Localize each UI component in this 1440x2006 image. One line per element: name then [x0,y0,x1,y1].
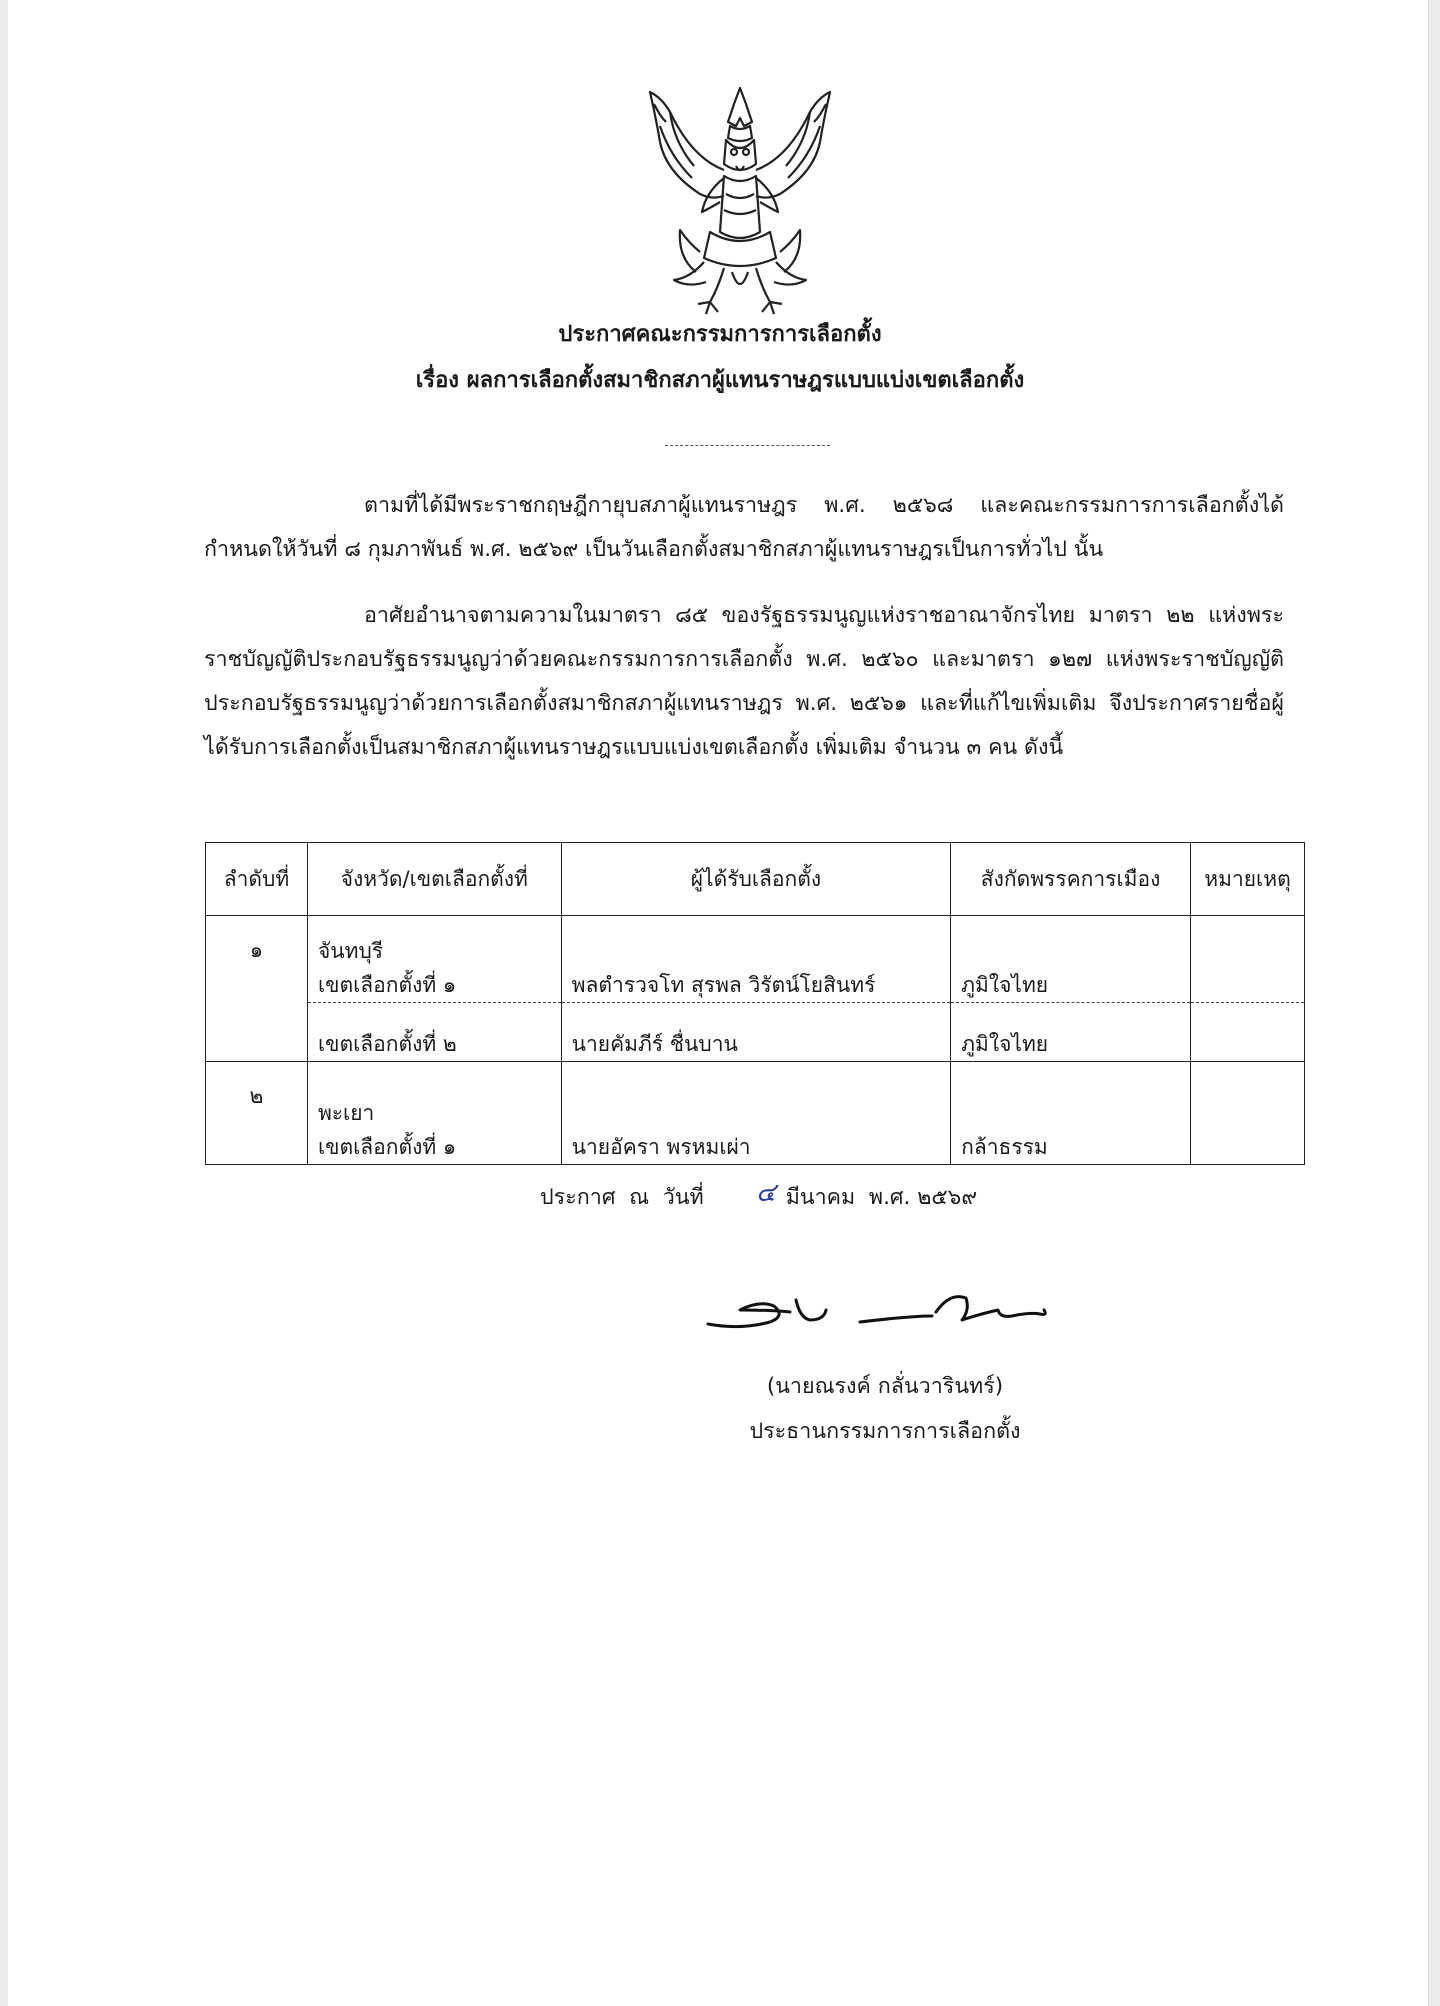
announcement-month-year: มีนาคม พ.ศ. ๒๕๖๙ [785,1185,978,1210]
table-header-row [206,843,1305,916]
header-note: หมายเหตุ [1190,843,1304,916]
table-row [206,916,1305,1003]
note-cell [1190,1062,1304,1165]
row-number: ๒ [206,1062,308,1165]
title-divider [665,445,830,446]
district-cell [307,1062,561,1165]
header-district: จังหวัด/เขตเลือกตั้งที่ [307,843,561,916]
note-cell [1190,916,1304,1003]
district-cell [307,916,561,1003]
party-name: ภูมิใจไทย [951,1003,1191,1062]
table-row [206,1062,1305,1165]
signature-icon [700,1270,1090,1350]
note-cell [1190,1003,1304,1062]
garuda-emblem-icon [640,82,840,322]
handwritten-day: ๔ [756,1178,776,1208]
paragraph-1: ตามที่ได้มีพระราชกฤษฎีกายุบสภาผู้แทนราษฎร พ.ศ. ๒๕๖๘ และคณะกรรมการการเลือกตั้งได้กำหนดให้วันที่ ๘ กุมภาพันธ์ พ.ศ. ๒๕๖๙ เป็นวันเลือกตั้งสมาชิกสภาผู้แทนราษฎรเป็นการทั่วไป นั้น [204,493,1284,562]
table-row [206,1003,1305,1062]
province-name: พะเยา [317,1101,375,1125]
announcement-prefix: ประกาศ ณ วันที่ [540,1185,704,1210]
header-no: ลำดับที่ [206,843,308,916]
document-title: ประกาศคณะกรรมการการเลือกตั้ง [558,322,882,347]
header-elected-person: ผู้ได้รับเลือกตั้ง [561,843,950,916]
district-name: เขตเลือกตั้งที่ ๒ [307,1003,561,1062]
document-subject: เรื่อง ผลการเลือกตั้งสมาชิกสภาผู้แทนราษฎรแบบแบ่งเขตเลือกตั้ง [415,368,1025,393]
signer-name: (นายณรงค์ กลั่นวารินทร์) [766,1374,1004,1399]
elected-name: นายคัมภีร์ ชื่นบาน [561,1003,950,1062]
paragraph-2: อาศัยอำนาจตามความในมาตรา ๘๕ ของรัฐธรรมนูญแห่งราชอาณาจักรไทย มาตรา ๒๒ แห่งพระราชบัญญัติประกอบรัฐธรรมนูญว่าด้วยคณะกรรมการการเลือกตั้ง พ.ศ. ๒๕๖๐ และมาตรา ๑๒๗ แห่งพระราชบัญญัติประกอบรัฐธรรมนูญว่าด้วยการเลือกตั้งสมาชิกสภาผู้แทนราษฎร พ.ศ. ๒๕๖๑ และที่แก้ไขเพิ่มเติม จึงประกาศรายชื่อผู้ได้รับการเลือกตั้งเป็นสมาชิกสภาผู้แทนราษฎรแบบแบ่งเขตเลือกตั้ง เพิ่มเติม จำนวน ๓ คน ดังนี้ [204,603,1284,760]
elected-name: พลตำรวจโท สุรพล วิรัตน์โยสินทร์ [561,916,950,1003]
party-name: กล้าธรรม [951,1062,1191,1165]
header-party: สังกัดพรรคการเมือง [951,843,1191,916]
province-name: จันทบุรี [317,939,384,963]
election-results-table [205,842,1305,1165]
elected-name: นายอัครา พรหมเผ่า [561,1062,950,1165]
row-number: ๑ [206,916,308,1062]
signer-position: ประธานกรรมการการเลือกตั้ง [749,1419,1021,1444]
district-name: เขตเลือกตั้งที่ ๑ [317,1135,457,1159]
district-name: เขตเลือกตั้งที่ ๑ [317,973,457,997]
party-name: ภูมิใจไทย [951,916,1191,1003]
